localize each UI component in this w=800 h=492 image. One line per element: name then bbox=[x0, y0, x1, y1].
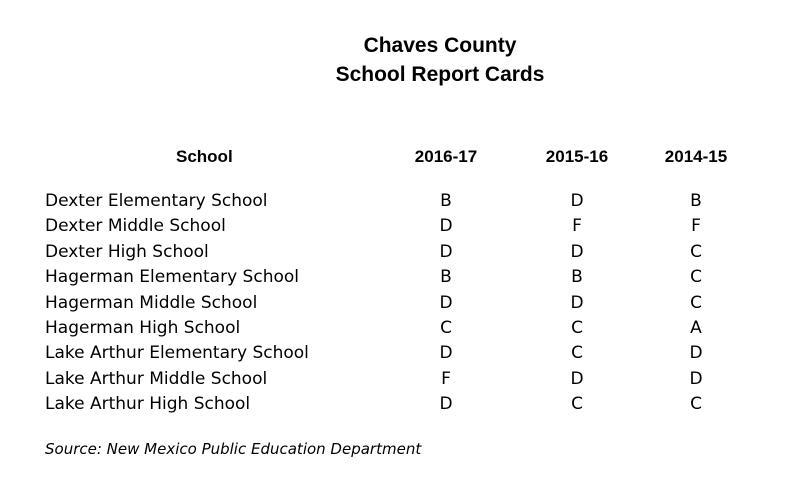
grade-cell: C bbox=[571, 317, 583, 338]
column-header-2015-16: 2015-16 bbox=[545, 147, 609, 166]
column-header-school: School bbox=[176, 147, 233, 166]
table-row bbox=[0, 392, 800, 417]
column-header-2016-17: 2016-17 bbox=[414, 147, 478, 166]
table-row bbox=[0, 189, 800, 214]
school-name-cell: Dexter Elementary School bbox=[45, 191, 268, 211]
grade-cell: C bbox=[690, 394, 702, 415]
grade-cell: D bbox=[439, 343, 453, 364]
grade-cell: D bbox=[570, 191, 584, 211]
table-row bbox=[0, 341, 800, 366]
table-row bbox=[0, 265, 800, 290]
grade-cell: C bbox=[690, 241, 702, 262]
school-name-cell: Dexter High School bbox=[45, 241, 209, 262]
grade-cell: D bbox=[439, 394, 453, 415]
grade-cell: B bbox=[440, 267, 452, 288]
table-body bbox=[0, 189, 800, 418]
grade-cell: B bbox=[440, 191, 452, 211]
source-note: Source: New Mexico Public Education Department bbox=[45, 440, 422, 458]
table-row bbox=[0, 291, 800, 316]
column-header-2014-15: 2014-15 bbox=[664, 147, 728, 166]
chart-title-line-2: School Report Cards bbox=[335, 63, 545, 86]
chart-title-line-1: Chaves County bbox=[363, 34, 517, 57]
school-name-cell: Dexter Middle School bbox=[45, 216, 226, 237]
grade-cell: C bbox=[571, 343, 583, 364]
school-name-cell: Hagerman High School bbox=[45, 317, 241, 338]
grade-cell: D bbox=[439, 292, 453, 313]
grade-cell: F bbox=[441, 368, 451, 389]
grade-cell: D bbox=[689, 343, 703, 364]
grade-cell: C bbox=[440, 317, 452, 338]
table-row bbox=[0, 214, 800, 239]
school-name-cell: Lake Arthur High School bbox=[45, 394, 251, 415]
school-name-cell: Lake Arthur Elementary School bbox=[45, 343, 309, 364]
grade-cell: F bbox=[572, 216, 582, 237]
grade-cell: D bbox=[570, 292, 584, 313]
grade-cell: A bbox=[690, 317, 702, 338]
table-row bbox=[0, 367, 800, 392]
grade-cell: C bbox=[571, 394, 583, 415]
school-name-cell: Lake Arthur Middle School bbox=[45, 368, 268, 389]
grade-cell: D bbox=[570, 241, 584, 262]
table-row bbox=[0, 316, 800, 341]
grade-cell: D bbox=[570, 368, 584, 389]
grade-cell: C bbox=[690, 292, 702, 313]
grade-cell: F bbox=[691, 216, 701, 237]
grade-cell: B bbox=[571, 267, 583, 288]
grade-cell: B bbox=[690, 191, 702, 211]
grade-cell: D bbox=[689, 368, 703, 389]
table-row bbox=[0, 240, 800, 265]
school-name-cell: Hagerman Elementary School bbox=[45, 267, 299, 288]
grade-cell: D bbox=[439, 216, 453, 237]
grade-cell: C bbox=[690, 267, 702, 288]
school-name-cell: Hagerman Middle School bbox=[45, 292, 258, 313]
grade-cell: D bbox=[439, 241, 453, 262]
